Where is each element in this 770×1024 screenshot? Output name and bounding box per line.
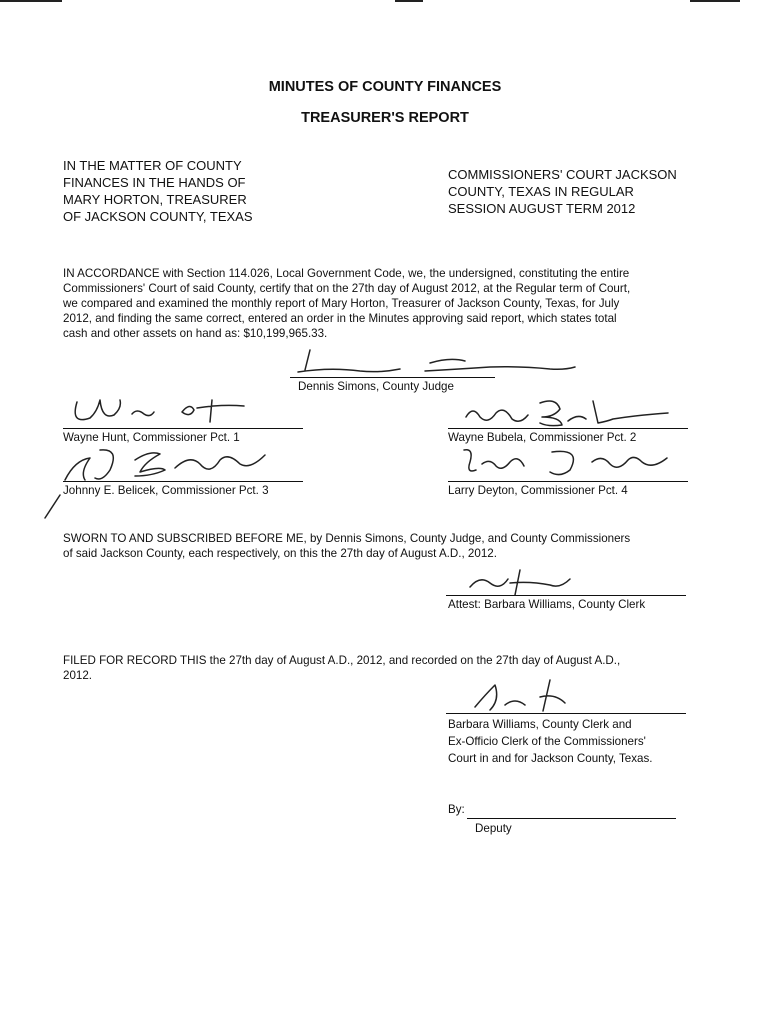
pct4-signature-label: Larry Deyton, Commissioner Pct. 4 bbox=[448, 484, 628, 497]
matter-block bbox=[63, 157, 303, 225]
clerk-block bbox=[448, 716, 653, 767]
judge-signature bbox=[290, 345, 590, 380]
sworn-paragraph bbox=[63, 531, 743, 561]
matter-line: FINANCES IN THE HANDS OF bbox=[63, 175, 246, 190]
pct3-signature-line bbox=[63, 481, 303, 482]
court-line: COUNTY, TEXAS IN REGULAR bbox=[448, 184, 634, 199]
paragraph-line: Commissioners' Court of said County, certify that on the 27th day of August 2012, at the Regular term of Court, bbox=[63, 282, 631, 295]
filed-paragraph bbox=[63, 653, 743, 683]
paragraph-line: FILED FOR RECORD THIS the 27th day of August A.D., 2012, and recorded on the 27th day of August A.D., bbox=[63, 654, 621, 667]
judge-signature-line bbox=[290, 377, 495, 378]
deputy-label: Deputy bbox=[475, 822, 512, 835]
clerk-signature bbox=[455, 675, 635, 715]
matter-line: MARY HORTON, TREASURER bbox=[63, 192, 247, 207]
clerk-line: Court in and for Jackson County, Texas. bbox=[448, 752, 653, 765]
paragraph-line: 2012, and finding the same correct, entered an order in the Minutes approving said report, which states total bbox=[63, 312, 617, 325]
paragraph-line: we compared and examined the monthly report of Mary Horton, Treasurer of Jackson County, Texas, for July bbox=[63, 297, 620, 310]
paragraph-line: cash and other assets on hand as: $10,199,965.33. bbox=[63, 327, 328, 340]
paragraph-line: SWORN TO AND SUBSCRIBED BEFORE ME, by Dennis Simons, County Judge, and County Commissioners bbox=[63, 532, 631, 545]
clerk-line: Barbara Williams, County Clerk and bbox=[448, 718, 632, 731]
paragraph-line: of said Jackson County, each respectively, on this the 27th day of August A.D., 2012. bbox=[63, 547, 497, 560]
clerk-line: Ex-Officio Clerk of the Commissioners' bbox=[448, 735, 646, 748]
accordance-paragraph bbox=[63, 266, 743, 341]
deputy-signature-line bbox=[467, 818, 676, 819]
pct2-signature-line bbox=[448, 428, 688, 429]
scan-edge-right bbox=[690, 0, 740, 2]
pct3-signature-label: Johnny E. Belicek, Commissioner Pct. 3 bbox=[63, 484, 269, 497]
document-subtitle: TREASURER'S REPORT bbox=[301, 110, 469, 126]
document-title: MINUTES OF COUNTY FINANCES bbox=[268, 79, 502, 95]
pct2-signature bbox=[448, 395, 678, 430]
attest-signature-line bbox=[446, 595, 686, 596]
pct4-signature bbox=[452, 440, 692, 485]
pct1-signature bbox=[62, 390, 272, 430]
matter-line: OF JACKSON COUNTY, TEXAS bbox=[63, 209, 253, 224]
pct1-signature-line bbox=[63, 428, 303, 429]
judge-signature-label: Dennis Simons, County Judge bbox=[298, 380, 454, 393]
court-line: COMMISSIONERS' COURT JACKSON bbox=[448, 167, 677, 182]
court-block bbox=[448, 166, 718, 217]
matter-line: IN THE MATTER OF COUNTY bbox=[63, 158, 242, 173]
pct2-signature-label: Wayne Bubela, Commissioner Pct. 2 bbox=[448, 431, 637, 444]
scan-edge-mid bbox=[395, 0, 423, 2]
by-label: By: bbox=[448, 803, 465, 816]
clerk-signature-line bbox=[446, 713, 686, 714]
paragraph-line: 2012. bbox=[63, 669, 93, 682]
pct4-signature-line bbox=[448, 481, 688, 482]
scan-edge-left bbox=[0, 0, 62, 2]
pct1-signature-label: Wayne Hunt, Commissioner Pct. 1 bbox=[63, 431, 240, 444]
attest-label: Attest: Barbara Williams, County Clerk bbox=[448, 598, 646, 611]
court-line: SESSION AUGUST TERM 2012 bbox=[448, 201, 636, 216]
paragraph-line: IN ACCORDANCE with Section 114.026, Local Government Code, we, the undersigned, constituting the entire bbox=[63, 267, 630, 280]
